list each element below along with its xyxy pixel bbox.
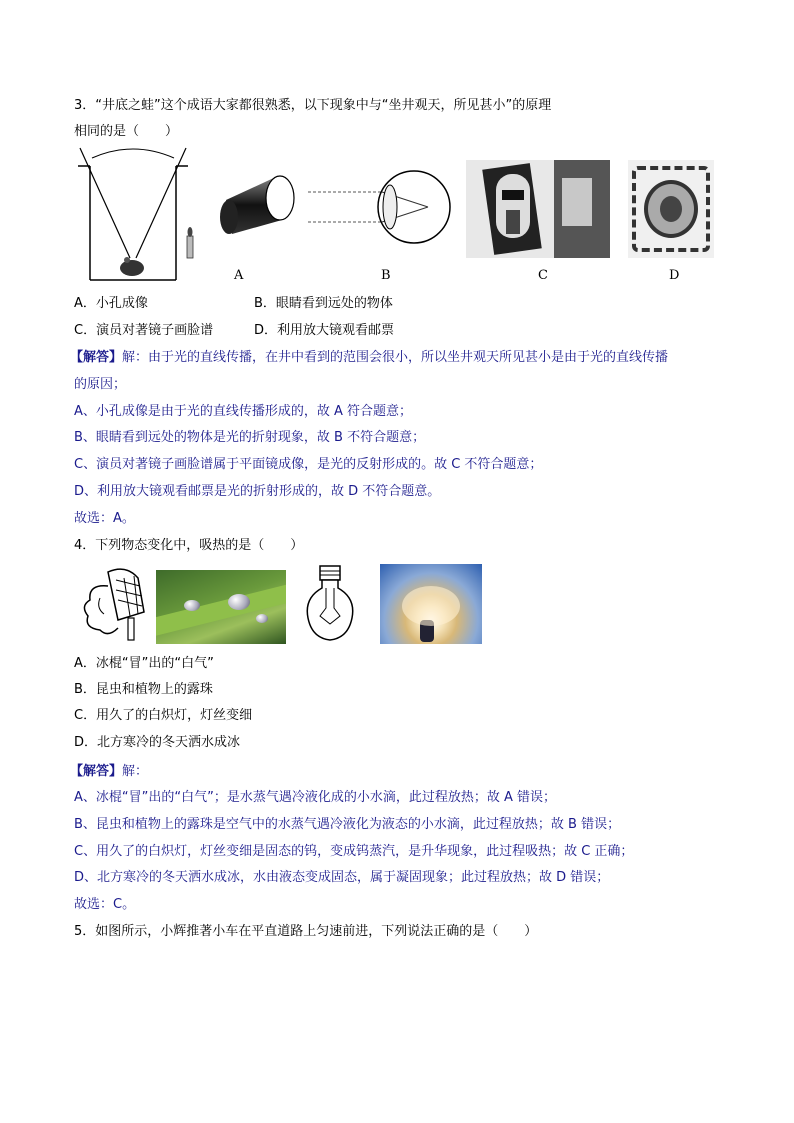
ice-pop-figure [78, 564, 154, 644]
q4-answer-b: B、昆虫和植物上的露珠是空气中的水蒸气遇冷液化为液态的小水滴，此过程放热；故 B 错误； [74, 817, 621, 832]
magnifier-stamp-photo [628, 160, 714, 258]
q3-choice: 故选：A。 [74, 511, 135, 526]
eye-figure [306, 158, 458, 258]
well-frog-figure [70, 146, 200, 286]
candle-icon [184, 226, 196, 260]
q4-option-c: C．用久了的白炽灯，灯丝变细 [74, 708, 253, 723]
fig-label-d: D [669, 268, 680, 283]
q4-answer-d: D、北方寒冷的冬天洒水成冰，水由液态变成固态，属于凝固现象；此过程放热；故 D 错误； [74, 870, 610, 885]
opera-mask-photo [466, 160, 610, 258]
q3-answer-line2: 的原因； [74, 377, 127, 392]
q4-option-b: B．昆虫和植物上的露珠 [74, 682, 213, 697]
q4-answer-a: A、冰棍“冒”出的“白气”；是水蒸气遇冷液化成的小水滴，此过程放热；故 A 错误； [74, 790, 556, 805]
fig-label-c: C [538, 268, 548, 283]
q3-answer-a: A、小孔成像是由于光的直线传播形成的，故 A 符合题意； [74, 404, 413, 419]
q3-option-b: B．眼睛看到远处的物体 [254, 296, 393, 311]
q4-answer-c: C、用久了的白炽灯，灯丝变细是固态的钨，变成钨蒸汽，是升华现象，此过程吸热；故 C 正确； [74, 844, 634, 859]
q4-option-d: D．北方寒冷的冬天洒水成冰 [74, 735, 241, 750]
q3-option-d: D．利用放大镜观看邮票 [254, 323, 395, 338]
q3-option-c: C．演员对著镜子画脸谱 [74, 323, 214, 338]
fig-label-a: A [234, 268, 244, 283]
q3-answer-line1 [70, 348, 668, 368]
q3-option-a: A．小孔成像 [74, 296, 148, 311]
q4-stem: 4．下列物态变化中，吸热的是（ ） [74, 538, 304, 553]
q4-answer-intro: 解： [122, 764, 149, 779]
pinhole-camera-figure [216, 170, 298, 236]
q3-answer-b: B、眼睛看到远处的物体是光的折射现象，故 B 不符合题意； [74, 430, 426, 445]
light-bulb-figure [300, 564, 360, 644]
q4-answer-line1 [70, 762, 148, 782]
water-to-ice-photo [380, 564, 482, 644]
fig-label-b: B [381, 268, 391, 283]
q3-answer-d: D、利用放大镜观看邮票是光的折射形成的，故 D 不符合题意。 [74, 484, 441, 499]
dew-drops-photo [156, 570, 286, 644]
q3-answer-text: 解：由于光的直线传播，在井中看到的范围会很小，所以坐井观天所见甚小是由于光的直线传播 [122, 350, 669, 365]
q4-answer-tag: 【解答】 [70, 764, 123, 779]
q3-answer-c: C、演员对著镜子画脸谱属于平面镜成像，是光的反射形成的。故 C 不符合题意； [74, 457, 543, 472]
q5-stem: 5．如图所示，小辉推著小车在平直道路上匀速前进，下列说法正确的是（ ） [74, 924, 538, 939]
q4-choice: 故选：C。 [74, 897, 136, 912]
q3-stem-line1: 3．“井底之蛙”这个成语大家都很熟悉，以下现象中与“坐井观天，所见甚小”的原理 [74, 98, 552, 113]
q3-stem-line2: 相同的是（ ） [74, 124, 179, 139]
q3-answer-tag: 【解答】 [70, 350, 123, 365]
q4-option-a: A．冰棍“冒”出的“白气” [74, 656, 214, 671]
